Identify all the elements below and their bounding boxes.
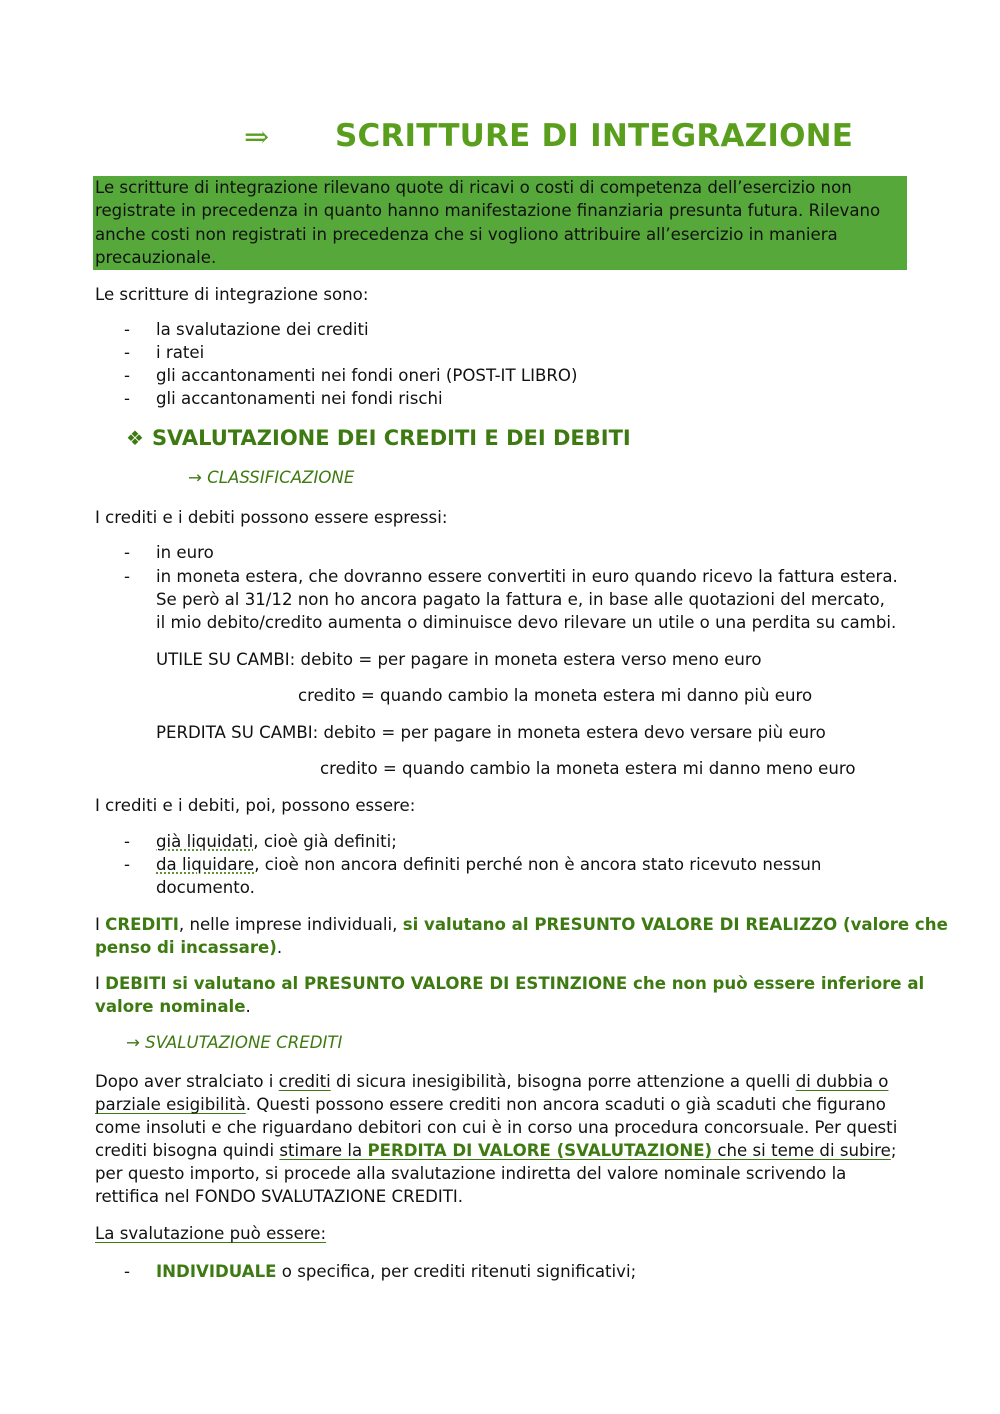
diamond-bullet-icon: ❖	[126, 426, 144, 450]
svalutazione-paragraph-line: crediti bisogna quindi stimare la PERDITA DI VALORE (SVALUTAZIONE) che si teme di subire;	[95, 1141, 897, 1160]
title-text: SCRITTURE DI INTEGRAZIONE	[335, 118, 854, 154]
svalutazione-paragraph-line: per questo importo, si procede alla svalutazione indiretta del valore nominale scrivendo la	[95, 1164, 847, 1183]
highlight-line: precauzionale.	[95, 247, 217, 267]
highlight-line: registrate in precedenza in quanto hanno manifestazione finanziaria presunta futura. Rilevano	[95, 201, 881, 221]
double-arrow-icon: ⇒	[244, 120, 270, 155]
svalutazione-paragraph-line: come insoluti e che riguardano debitori con cui è in corso una procedura concorsuale. Per questi	[95, 1118, 898, 1137]
page-title	[0, 118, 1000, 162]
utile-credito-line: credito = quando cambio la moneta estera mi danno più euro	[298, 686, 813, 705]
utile-line: UTILE SU CAMBI: debito = per pagare in moneta estera verso meno euro	[156, 650, 762, 669]
highlight-line: Le scritture di integrazione rilevano quote di ricavi o costi di competenza dell’esercizio non	[95, 178, 852, 197]
intro-paragraph: Le scritture di integrazione sono:	[95, 285, 369, 304]
perdita-credito-line: credito = quando cambio la moneta estera mi danno meno euro	[320, 759, 856, 778]
crediti-paragraph-line2: penso di incassare).	[95, 938, 283, 957]
highlight-line: anche costi non registrati in precedenza che si vogliono attribuire all’esercizio in maniera	[95, 224, 838, 244]
perdita-line: PERDITA SU CAMBI: debito = per pagare in moneta estera devo versare più euro	[156, 723, 826, 742]
paragraph-underlined: La svalutazione può essere:	[95, 1224, 327, 1243]
debiti-paragraph-line2: valore nominale.	[95, 997, 251, 1016]
subheading-classificazione: → CLASSIFICAZIONE	[188, 468, 355, 487]
highlight-text	[95, 176, 903, 269]
svalutazione-paragraph-line: parziale esigibilità. Questi possono essere crediti non ancora scaduti o già scaduti che figurano	[95, 1095, 886, 1114]
paragraph: I crediti e i debiti, poi, possono essere:	[95, 796, 416, 815]
section-heading: ❖ SVALUTAZIONE DEI CREDITI E DEI DEBITI	[126, 426, 631, 450]
crediti-paragraph: I CREDITI, nelle imprese individuali, si valutano al PRESUNTO VALORE DI REALIZZO (valore che	[95, 915, 948, 934]
debiti-paragraph: I DEBITI si valutano al PRESUNTO VALORE DI ESTINZIONE che non può essere inferiore al	[95, 974, 925, 993]
paragraph: I crediti e i debiti possono essere espressi:	[95, 508, 448, 527]
subheading-svalutazione-crediti: → SVALUTAZIONE CREDITI	[126, 1033, 343, 1052]
svalutazione-paragraph-line: rettifica nel FONDO SVALUTAZIONE CREDITI.	[95, 1187, 464, 1206]
document-page: ⇒ SCRITTURE DI INTEGRAZIONE Le scritture di integrazione rilevano quote di ricavi o costi di competenza dell’esercizio non registrate in precedenza in quanto hanno manifestazione finanziaria presunta futura. Rilevano anche costi non registrati in precedenza che si vogliono attribuire all’esercizio in maniera precauzionale. Le scritture di integrazione sono: - la svalutazione dei crediti - i ratei - gli accantonamenti nei fondi oneri (POST-IT LIBRO) - gli accantonamenti nei fondi rischi ❖ SVALUTAZIONE DEI CREDITI E DEI DEBITI → CLASSIFICAZIONE I crediti e i debiti possono essere espressi: - in euro - in moneta estera, che dovranno essere convertiti in euro quando ricevo la fattura estera. Se però al 31/12 non ho ancora pagato la fattura e, in base alle quotazioni del mercato, il mio debito/credito aumenta o diminuisce devo rilevare un utile o una perdita su cambi. UTILE SU CAMBI: debito = per pagare in moneta estera verso meno euro credito = quando cambio la moneta estera mi danno più euro PERDITA SU CAMBI: debito = per pagare in moneta estera devo versare più euro credito = quando cambio la moneta estera mi danno meno euro I crediti e i debiti, poi, possono essere: - già liquidati, cioè già definiti; - da liquidare, cioè non ancora definiti perché non è ancora stato ricevuto nessun documento. I CREDITI, nelle imprese individuali, si valutano al PRESUNTO VALORE DI REALIZZO (valore che penso di incassare). I DEBITI si valutano al PRESUNTO VALORE DI ESTINZIONE che non può essere inferiore al valore nominale. → SVALUTAZIONE CREDITI Dopo aver stralciato i crediti di sicura inesigibilità, bisogna porre attenzione a quelli di dubbia o parziale esigibilità. Questi possono essere crediti non ancora scaduti o già scaduti che figurano come insoluti e che riguardano debitori con cui è in corso una procedura concorsuale. Per questi crediti bisogna quindi stimare la PERDITA DI VALORE (SVALUTAZIONE) che si teme di subire; per questo importo, si procede alla svalutazione indiretta del valore nominale scrivendo la rettifica nel FONDO SVALUTAZIONE CREDITI. La svalutazione può essere: - INDIVIDUALE o specifica, per crediti ritenuti significativi;	[0, 0, 1000, 1414]
svalutazione-paragraph: Dopo aver stralciato i crediti di sicura inesigibilità, bisogna porre attenzione a quelli di dubbia o	[95, 1072, 889, 1091]
